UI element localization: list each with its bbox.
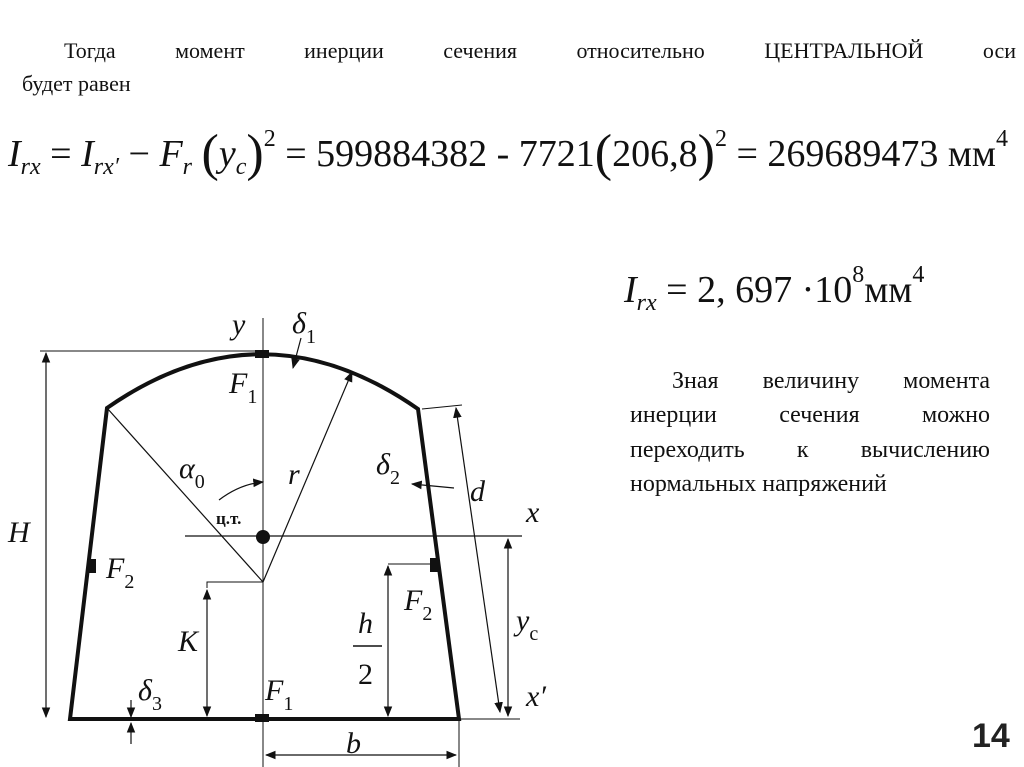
note-line-3: переходить к вычислению [630, 436, 990, 463]
formula-symbol-i: I [8, 133, 21, 175]
label-yc: $y_c$ [516, 604, 539, 645]
formula-paren: ( [201, 125, 219, 182]
formula-paren: ) [697, 125, 715, 182]
delta2-pointer [412, 484, 454, 488]
formula-value-yc: 206,8 [612, 133, 698, 175]
f1-top-marker [255, 350, 269, 358]
note-line-2: инерции сечения можно [630, 402, 990, 429]
formula-value-total: 599884382 [316, 133, 488, 175]
intro-paragraph [22, 34, 1016, 100]
d-dimension [456, 408, 500, 712]
f2-left-marker [87, 559, 96, 573]
intro-line-2: будет равен [22, 71, 131, 96]
note-line-4: нормальных напряжений [630, 470, 887, 497]
formula-symbol-i: I [81, 133, 94, 175]
f1-bottom-marker [255, 714, 269, 722]
centroid-point [256, 530, 270, 544]
label-delta2: $\delta_2$ [376, 448, 400, 489]
label-x-prime: x′ [526, 680, 546, 713]
result-dot: · [801, 269, 815, 311]
cross-section-diagram [0, 300, 600, 767]
formula-unit: мм [947, 133, 996, 175]
label-delta3: $\delta_3$ [138, 674, 162, 715]
result-formula [624, 262, 984, 322]
moment-of-inertia-formula [8, 124, 1008, 196]
result-unit: мм [864, 269, 913, 311]
alpha-arc [219, 482, 263, 500]
delta1-pointer [293, 338, 301, 368]
formula-symbol-f: F [159, 133, 183, 175]
f2-right-marker [430, 558, 439, 572]
result-equals: = [666, 269, 688, 311]
label-f1-bottom: $F_1$ [265, 674, 294, 715]
radius-line-r [263, 372, 352, 582]
label-d: d [470, 475, 485, 508]
formula-value-result: 269689473 [767, 133, 939, 175]
formula-paren: ) [246, 125, 264, 182]
formula-sub-c: c [235, 154, 247, 180]
formula-sub-rx-prime: rx′ [93, 154, 119, 180]
formula-value-minus: - 7721 [496, 133, 595, 175]
result-sub-rx: rx [636, 290, 657, 316]
formula-sub-rx: rx [20, 154, 41, 180]
result-base: 10 [814, 269, 853, 311]
k-extension-line [207, 582, 263, 588]
result-mantissa: 2, 697 [697, 269, 793, 311]
formula-equals: = [736, 133, 758, 175]
formula-sub-r: r [182, 154, 192, 180]
formula-paren: ( [594, 125, 613, 182]
page-number: 14 [972, 717, 1010, 755]
formula-symbol-y: y [218, 133, 236, 175]
label-h-half-den: 2 [358, 658, 373, 691]
label-centroid: ц.т. [216, 509, 242, 528]
formula-exponent: 2 [714, 126, 727, 152]
label-delta1: $\delta_1$ [292, 307, 316, 348]
formula-exponent: 2 [263, 126, 276, 152]
label-k: K [178, 625, 199, 658]
intro-line-1: Тогда момент инерции сечения относительно ЦЕНТРАЛЬНОЙ оси [64, 38, 1016, 63]
label-b: b [346, 727, 361, 760]
formula-minus: − [128, 133, 150, 175]
label-h-total: H [8, 516, 30, 549]
formula-equals: = [285, 133, 307, 175]
result-symbol-i: I [624, 269, 637, 311]
label-f2-right: $F_2$ [404, 584, 433, 625]
note-line-1: Зная величину момента [672, 368, 990, 394]
note-paragraph [630, 364, 990, 501]
label-y: y [232, 308, 246, 341]
label-x: x [526, 496, 540, 529]
formula-unit-exponent: 4 [995, 126, 1008, 152]
result-unit-exponent: 4 [912, 262, 925, 288]
result-exponent: 8 [852, 262, 865, 288]
radius-line-left [107, 408, 263, 582]
label-h-half-num: h [358, 607, 373, 640]
label-r: r [288, 458, 300, 491]
label-f2-left: $F_2$ [106, 552, 135, 593]
label-alpha0: $\alpha_0$ [179, 452, 205, 493]
label-f1-top: $F_1$ [229, 367, 258, 408]
formula-equals: = [50, 133, 72, 175]
